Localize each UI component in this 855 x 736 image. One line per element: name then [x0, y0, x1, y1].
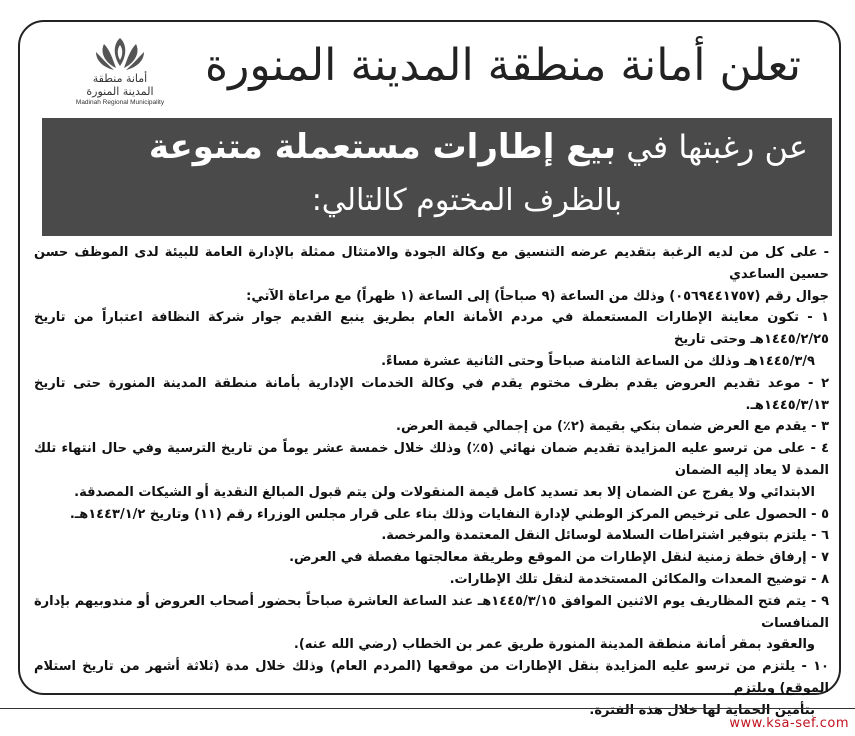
- list-item: [34, 569, 829, 591]
- header: [20, 22, 839, 117]
- item-text: ٤ - على من ترسو عليه المزايدة تقديم ضمان نهائي (٥٪) وذلك خلال خمسة عشر يوماً من تاريخ الترسية وفي حال انتهاء تلك المدة لا يعاد إليه الضمان: [34, 441, 829, 478]
- advertisement-frame: [18, 20, 841, 718]
- website-link[interactable]: www.ksa-sef.com: [729, 716, 849, 731]
- item-text: ٧ - إرفاق خطة زمنية لنقل الإطارات من الموقع وطريقة معالجتها مفصلة في العرض.: [289, 550, 829, 566]
- item-text: ٩ - يتم فتح المظاريف يوم الاثنين الموافق ١٤٤٥/٣/١٥هـ عند الساعة العاشرة صباحاً بحضور أصحاب العروض أو مندوبيهم بإدارة المنافسات: [34, 593, 829, 631]
- item-continuation: جوال رقم (٠٥٦٩٤٤١٧٥٧) وذلك من الساعة (٩ صباحاً) إلى الساعة (١ ظهراً) مع مراعاة الآتي:: [246, 288, 829, 304]
- conditions-list: [34, 242, 829, 722]
- item-continuation: بتأمين الحماية لها خلال هذه الفترة.: [589, 702, 815, 718]
- item-text: ٨ - توضيح المعدات والمكائن المستخدمة لنقل تلك الإطارات.: [449, 571, 829, 587]
- footer-divider: [0, 708, 855, 709]
- banner-intro-text: عن رغبتها في: [626, 128, 808, 166]
- item-text: ٦ - يلتزم بتوفير اشتراطات السلامة لوسائل النقل المعتمدة والمرخصة.: [381, 528, 829, 544]
- banner-line2: بالظرف المختوم كالتالي:: [311, 183, 622, 218]
- municipality-logo: [40, 36, 200, 112]
- item-text: ٣ - يقدم مع العرض ضمان بنكي بقيمة (٢٪) من إجمالي قيمة العرض.: [396, 419, 829, 435]
- list-item: [34, 242, 829, 307]
- item-continuation: والعقود بمقر أمانة منطقة المدينة المنورة طريق عمر بن الخطاب (رضي الله عنه).: [293, 637, 815, 653]
- item-text: - على كل من لديه الرغبة بتقديم عرضه التنسيق مع وكالة الجودة والامتثال ممثلة بالإدارة العامة للبيئة لدى الموظف حسن حسين الساعدي: [34, 245, 829, 282]
- list-item: [34, 504, 829, 526]
- list-item: [34, 525, 829, 547]
- item-text: ٢ - موعد تقديم العروض يقدم بظرف مختوم يقدم في وكالة الخدمات الإدارية بأمانة منطقة المدينة المنورة حتى تاريخ ١٤٤٥/٣/١٣هـ.: [34, 375, 829, 413]
- item-text: ٥ - الحصول على ترخيص المركز الوطني لإدارة النفايات وذلك بناء على قرار مجلس الوزراء رقم (١١) وتاريخ ١٤٤٣/١/٢هـ.: [69, 506, 829, 522]
- list-item: [34, 438, 829, 503]
- list-item: [34, 373, 829, 417]
- logo-arabic-line1: أمانة منطقة: [92, 72, 148, 85]
- page-title: تعلن أمانة منطقة المدينة المنورة: [205, 40, 801, 91]
- logo-arabic-line2: المدينة المنورة: [86, 85, 154, 98]
- list-item: [34, 547, 829, 569]
- madinah-municipality-logo-icon: [94, 36, 146, 72]
- item-text: ١٠ - يلتزم من ترسو عليه المزايدة بنقل الإطارات من موقعها (المردم العام) وذلك خلال مدة (ثلاثة أشهر من تاريخ استلام الموقع) ويلتزم: [34, 659, 829, 696]
- item-text: ١ - تكون معاينة الإطارات المستعملة في مردم الأمانة العام بطريق ينبع القديم جوار شركة النظافة اعتباراً من تاريخ ١٤٤٥/٢/٢٥هـ وحتى تاريخ: [34, 310, 829, 348]
- list-item: [34, 416, 829, 438]
- list-item: [34, 656, 829, 721]
- logo-english-name: Madinah Regional Municipality: [75, 99, 165, 106]
- announcement-banner: [42, 118, 832, 236]
- list-item: [34, 307, 829, 372]
- banner-subject-text: بيع إطارات مستعملة متنوعة: [148, 127, 617, 167]
- item-continuation: الابتدائي ولا يفرج عن الضمان إلا بعد تسديد كامل قيمة المنقولات ولن يتم قبول المبالغ النقدية أو الشيكات المصدقة.: [74, 484, 815, 500]
- item-continuation: ١٤٤٥/٣/٩هـ وذلك من الساعة الثامنة صباحاً وحتى الثانية عشرة مساءً.: [381, 353, 815, 369]
- banner-line1: [149, 124, 808, 170]
- list-item: [34, 591, 829, 656]
